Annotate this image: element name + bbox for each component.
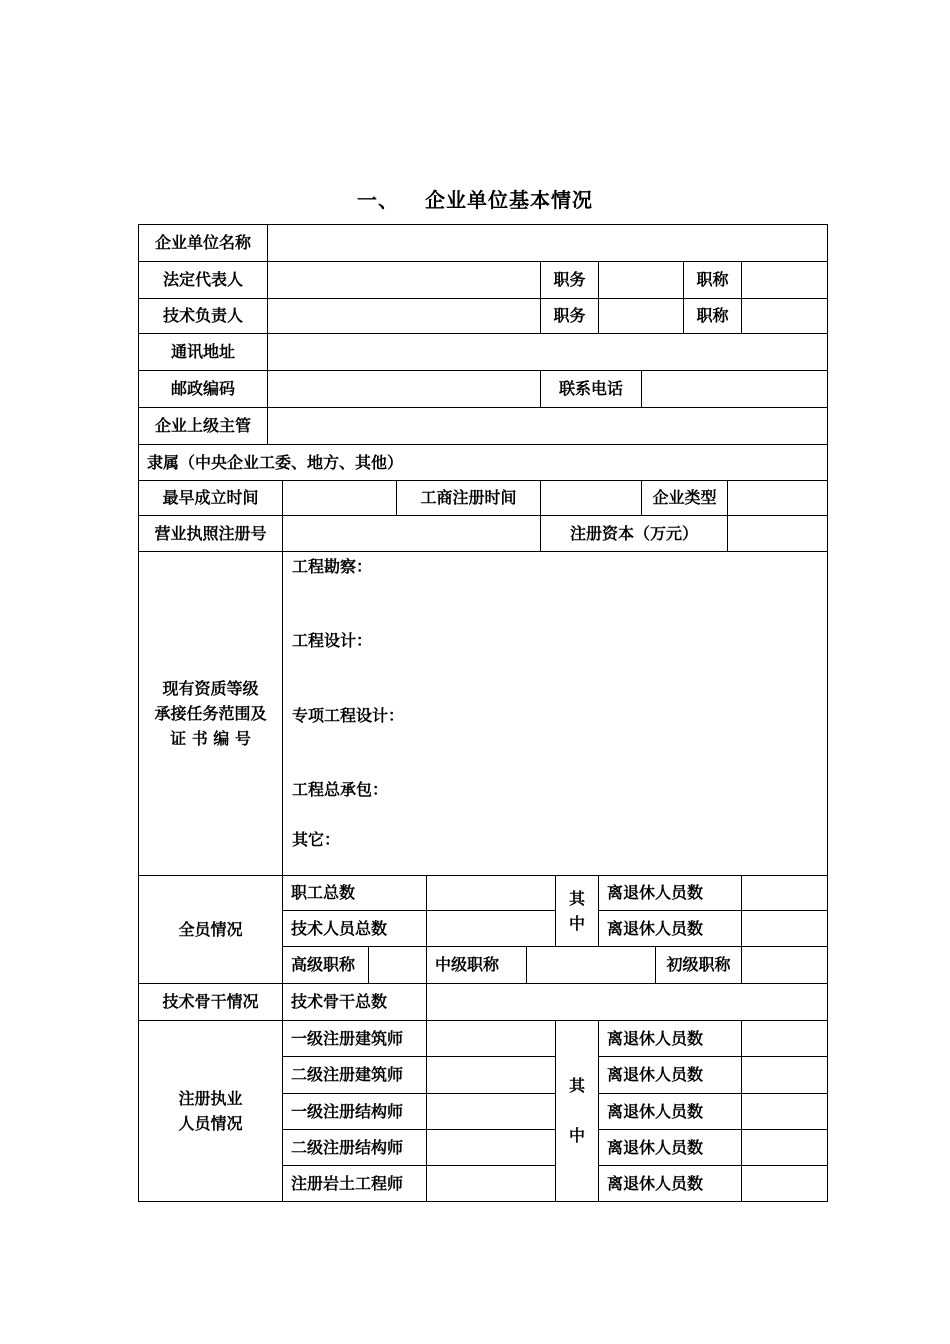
- title-text: 企业单位基本情况: [425, 188, 593, 212]
- postcode-field[interactable]: [267, 370, 541, 408]
- legal-rep-position-field[interactable]: [598, 261, 684, 299]
- senior-title-label: 高级职称: [282, 946, 369, 984]
- phone-label: 联系电话: [540, 370, 642, 408]
- qualification-field[interactable]: [282, 551, 828, 876]
- reg-row-label: 一级注册结构师: [282, 1093, 427, 1130]
- license-label: 营业执照注册号: [138, 515, 283, 552]
- reg-row-field[interactable]: [426, 1165, 556, 1202]
- tech-retired-field[interactable]: [741, 910, 828, 947]
- page-title: [0, 184, 950, 213]
- capital-label: 注册资本（万元）: [540, 515, 728, 552]
- reg-row-field[interactable]: [426, 1129, 556, 1166]
- staff-of-which-char: 其: [568, 889, 585, 908]
- registered-staff-label-line: 人员情况: [178, 1114, 243, 1133]
- reg-row-label: 二级注册建筑师: [282, 1056, 427, 1094]
- reg-retired-field[interactable]: [741, 1093, 828, 1130]
- reg-retired-field[interactable]: [741, 1056, 828, 1094]
- address-label: 通讯地址: [138, 333, 268, 371]
- registered-staff-label: [138, 1020, 283, 1202]
- company-name-field[interactable]: [267, 224, 828, 262]
- staff-total-field[interactable]: [426, 875, 556, 911]
- tech-retired-label: 离退休人员数: [598, 910, 742, 947]
- junior-title-label: 初级职称: [655, 946, 742, 984]
- tech-head-field[interactable]: [267, 298, 541, 334]
- company-type-label: 企业类型: [641, 480, 728, 516]
- tech-total-field[interactable]: [426, 910, 556, 947]
- reg-row-field[interactable]: [426, 1056, 556, 1094]
- reg-row-field[interactable]: [426, 1020, 556, 1057]
- survey-label: 工程勘察：: [292, 557, 373, 576]
- tech-head-title-field[interactable]: [741, 298, 828, 334]
- founded-field[interactable]: [282, 480, 397, 516]
- reg-row-field[interactable]: [426, 1093, 556, 1130]
- tech-head-position-label: 职务: [540, 298, 599, 334]
- reg-retired-label: 离退休人员数: [598, 1020, 742, 1057]
- registered-field[interactable]: [540, 480, 642, 516]
- contracting-label: 工程总承包：: [292, 780, 389, 799]
- company-type-field[interactable]: [727, 480, 828, 516]
- registered-of-which-char: 中: [568, 1126, 585, 1145]
- address-field[interactable]: [267, 333, 828, 371]
- staff-retired-field[interactable]: [741, 875, 828, 911]
- superior-field[interactable]: [267, 407, 828, 445]
- backbone-total-label: 技术骨干总数: [282, 983, 427, 1021]
- staff-label: 全员情况: [138, 875, 283, 984]
- tech-head-title-label: 职称: [683, 298, 742, 334]
- tech-total-label: 技术人员总数: [282, 910, 427, 947]
- registered-of-which-label: [555, 1020, 599, 1202]
- backbone-label: 技术骨干情况: [138, 983, 283, 1021]
- senior-title-field[interactable]: [368, 946, 427, 984]
- design-label: 工程设计：: [292, 631, 373, 650]
- reg-retired-field[interactable]: [741, 1129, 828, 1166]
- affiliation-row[interactable]: 隶属（中央企业工委、地方、其他）: [138, 444, 828, 481]
- qualification-label-line: 现有资质等级: [162, 679, 259, 698]
- qualification-label-line: 承接任务范围及: [154, 704, 267, 723]
- capital-field[interactable]: [727, 515, 828, 552]
- legal-rep-position-label: 职务: [540, 261, 599, 299]
- middle-title-field[interactable]: [526, 946, 656, 984]
- title-number: 一、: [357, 188, 399, 212]
- legal-rep-title-field[interactable]: [741, 261, 828, 299]
- reg-row-label: 二级注册结构师: [282, 1129, 427, 1166]
- staff-total-label: 职工总数: [282, 875, 427, 911]
- founded-label: 最早成立时间: [138, 480, 283, 516]
- registered-staff-label-line: 注册执业: [178, 1089, 243, 1108]
- staff-of-which-char: 中: [568, 914, 585, 933]
- special-design-label: 专项工程设计：: [292, 706, 405, 725]
- middle-title-label: 中级职称: [426, 946, 527, 984]
- reg-retired-field[interactable]: [741, 1165, 828, 1202]
- superior-label: 企业上级主管: [138, 407, 268, 445]
- reg-retired-label: 离退休人员数: [598, 1056, 742, 1094]
- backbone-total-field[interactable]: [426, 983, 828, 1021]
- phone-field[interactable]: [641, 370, 828, 408]
- reg-retired-label: 离退休人员数: [598, 1093, 742, 1130]
- registered-label: 工商注册时间: [396, 480, 541, 516]
- registered-of-which-char: 其: [568, 1076, 585, 1095]
- other-label: 其它：: [292, 830, 341, 849]
- company-name-label: 企业单位名称: [138, 224, 268, 262]
- tech-head-position-field[interactable]: [598, 298, 684, 334]
- legal-rep-title-label: 职称: [683, 261, 742, 299]
- staff-retired-label: 离退休人员数: [598, 875, 742, 911]
- qualification-label: [138, 551, 283, 876]
- legal-rep-label: 法定代表人: [138, 261, 268, 299]
- qualification-label-line: 证 书 编 号: [170, 729, 251, 748]
- postcode-label: 邮政编码: [138, 370, 268, 408]
- tech-head-label: 技术负责人: [138, 298, 268, 334]
- license-field[interactable]: [282, 515, 541, 552]
- legal-rep-field[interactable]: [267, 261, 541, 299]
- reg-row-label: 一级注册建筑师: [282, 1020, 427, 1057]
- reg-retired-label: 离退休人员数: [598, 1129, 742, 1166]
- reg-row-label: 注册岩土工程师: [282, 1165, 427, 1202]
- reg-retired-label: 离退休人员数: [598, 1165, 742, 1202]
- reg-retired-field[interactable]: [741, 1020, 828, 1057]
- staff-of-which-label: [555, 875, 599, 947]
- junior-title-field[interactable]: [741, 946, 828, 984]
